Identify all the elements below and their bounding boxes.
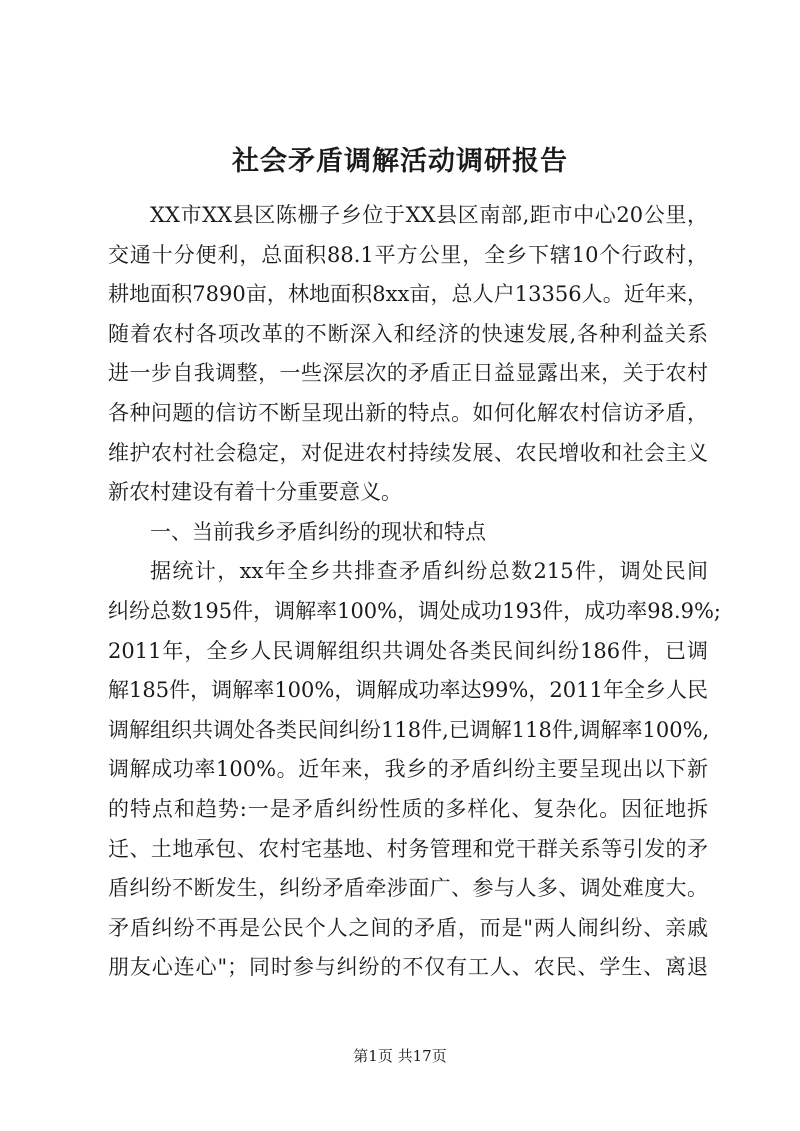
- paragraph-line: 2011年，全乡人民调解组织共调处各类民间纠纷186件，已调: [108, 638, 708, 663]
- paragraph-line: 维护农村社会稳定，对促进农村持续发展、农民增收和社会主义: [108, 440, 708, 465]
- paragraph-line: 耕地面积7890亩，林地面积8xx亩，总人户13356人。近年来，: [108, 282, 708, 307]
- page-number: 第1页 共17页: [353, 1047, 447, 1065]
- paragraph-line: 交通十分便利，总面积88.1平方公里，全乡下辖10个行政村，: [108, 242, 708, 267]
- paragraph-line: 解185件，调解率100%，调解成功率达99%，2011年全乡人民: [108, 678, 708, 703]
- paragraph-line: 据统计，xx年全乡共排查矛盾纠纷总数215件，调处民间: [150, 559, 708, 584]
- paragraph-line: 各种问题的信访不断呈现出新的特点。如何化解农村信访矛盾，: [108, 400, 708, 425]
- paragraph-line: 迁、土地承包、农村宅基地、村务管理和党干群关系等引发的矛: [108, 836, 708, 861]
- paragraph-line: 朋友心连心"；同时参与纠纷的不仅有工人、农民、学生、离退: [108, 955, 708, 980]
- paragraph-line: 调解组织共调处各类民间纠纷118件,已调解118件,调解率100%,: [108, 717, 710, 742]
- paragraph-line: XX市XX县区陈栅子乡位于XX县区南部,距市中心20公里，: [150, 203, 708, 227]
- paragraph-line: 纠纷总数195件，调解率100%，调处成功193件，成功率98.9%;: [108, 598, 721, 623]
- section-heading: 一、当前我乡矛盾纠纷的现状和特点: [150, 519, 486, 544]
- paragraph-line: 矛盾纠纷不再是公民个人之间的矛盾，而是"两人闹纠纷、亲戚: [108, 915, 708, 940]
- paragraph-line: 调解成功率100%。近年来，我乡的矛盾纠纷主要呈现出以下新: [108, 757, 708, 782]
- paragraph-line: 新农村建设有着十分重要意义。: [108, 480, 402, 505]
- paragraph-line: 的特点和趋势:一是矛盾纠纷性质的多样化、复杂化。因征地拆: [108, 796, 708, 821]
- document-body: [108, 196, 721, 988]
- paragraph-line: 盾纠纷不断发生，纠纷矛盾牵涉面广、参与人多、调处难度大。: [108, 876, 708, 901]
- paragraph-line: 随着农村各项改革的不断深入和经济的快速发展,各种利益关系: [108, 321, 708, 346]
- page-title: 社会矛盾调解活动调研报告: [232, 146, 568, 177]
- paragraph-line: 进一步自我调整，一些深层次的矛盾正日益显露出来，关于农村: [108, 361, 708, 386]
